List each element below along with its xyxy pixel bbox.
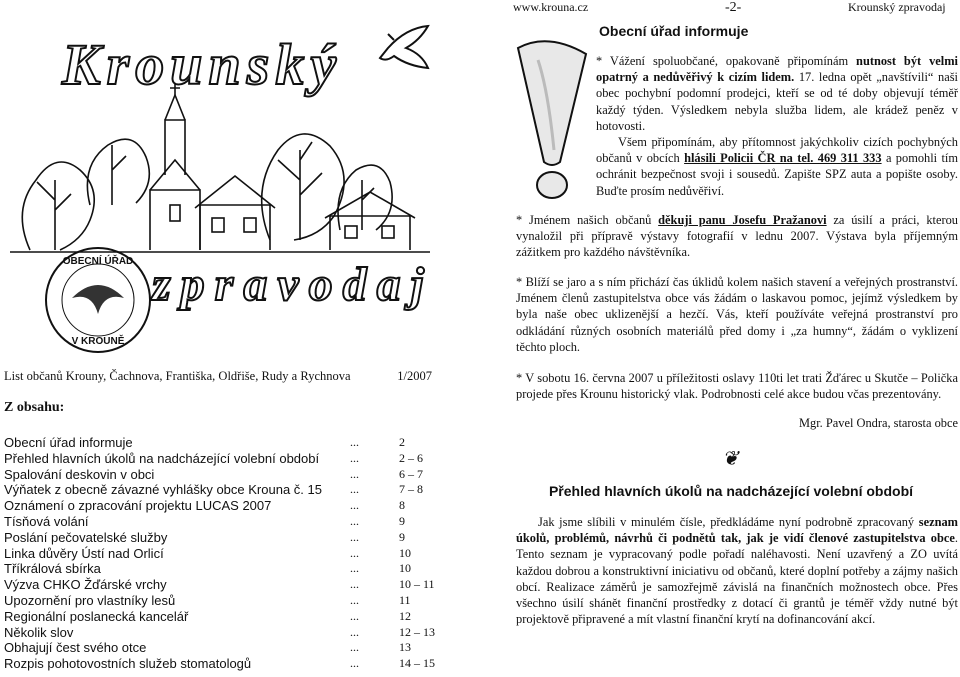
toc-leader-dots: ... [350,482,359,497]
toc-item-title: Přehled hlavních úkolů na nadcházející volební období [4,450,320,466]
toc-item [4,609,464,625]
town-sketch-illustration [10,83,430,252]
toc-item [4,514,464,530]
toc-item [4,546,464,562]
contents-heading: Z obsahu: [4,400,65,415]
notice-police [596,134,958,199]
toc-item-title: Regionální poslanecká kancelář [4,608,189,624]
section-heading-tasks: Přehled hlavních úkolů na nadcházející volební období [548,483,914,499]
tasks-intro [516,514,958,627]
toc-leader-dots: ... [350,592,359,607]
toc-item [4,530,464,546]
toc-item-title: Upozornění pro vlastníky lesů [4,592,176,608]
toc-item [4,561,464,577]
toc-item [4,467,464,483]
toc-item [4,656,464,672]
signature: Mgr. Pavel Ondra, starosta obce [799,416,958,430]
toc-leader-dots: ... [350,450,359,465]
toc-item-pages: 7 – 8 [399,482,423,497]
toc-leader-dots: ... [350,435,359,449]
emphasis-text: děkuji panu Josefu Pražanovi [658,213,827,227]
svg-text:OBECNÍ ÚŘAD: OBECNÍ ÚŘAD [62,256,134,267]
toc-item-pages: 14 – 15 [399,656,435,671]
notice-thanks [516,212,958,261]
municipal-stamp [46,248,150,352]
toc-item-pages: 8 [399,498,405,513]
text-run: 17. ledna opět „navštívili“ naši obec pochybní podomní prodejci, kteří se od té doby objevují téměř každý týden. Výsledkem nebyla služba lidem, ale krádež peněz v hotovosti. [596,70,958,133]
issue-line [4,369,432,384]
toc-item [4,451,464,467]
table-of-contents [4,435,464,672]
svg-text:V KROUNĚ: V KROUNĚ [71,336,125,347]
toc-leader-dots: ... [350,498,359,513]
toc-item [4,498,464,514]
toc-leader-dots: ... [350,466,359,481]
toc-item [4,482,464,498]
text-run: za úsilí a práci, kterou vynaložil při přípravě výstavy fotografií v lednu 2007. Výstava byla příjemným zážitkem pro každého návštěvníka. [516,213,958,260]
toc-leader-dots: ... [350,656,359,671]
dove-icon [380,26,428,68]
toc-item-pages: 9 [399,513,405,528]
toc-item-title: Výňatek z obecně závazné vyhlášky obce Krouna č. 15 [4,482,322,498]
text-run: . Tento seznam je vypracovaný podle pořadí naléhavosti. Není uzavřený a ZO uvítá každou dobrou a konstruktivní iniciativu od občanů, které doplní potřeby a zájmy našich obcí. Realizace záměrů je samozřejmě závislá na finančních možnostech obce. Přes všechno úsilí shánět finanční prostředky z dotací či grantů je téměř vždy nutné být projektově připravené a mít vlastní finanční krytí na dofinancování akcí. [516,531,958,627]
website-url[interactable]: www.krouna.cz [513,0,589,14]
toc-item [4,593,464,609]
police-phone-text: hlásili Policii ČR na tel. 469 311 333 [684,151,882,166]
issue-number: 1/2007 [397,369,432,383]
toc-item-title: Oznámení o zpracování projektu LUCAS 2007 [4,498,272,514]
notice-cleanup: * Blíží se jaro a s ním přichází čas úklidů kolem našich stavení a veřejných prostranství. Jménem členů zastupitelstva obce vás žádám o laskavou pomoc, jejímž výsledkem by byla naše obec uklizenější a hezčí. Vás, kteří používáte veřejná prostranství pro odkládání různých osobních materiálů před domy i „za humny“, žádám o vyklizení těchto ploch. [516,275,958,354]
text-run: * Vážení spoluobčané, opakovaně připomínám [596,54,857,68]
svg-text:zpravodaj: zpravodaj [152,258,434,311]
masthead-artwork [0,0,500,360]
toc-leader-dots: ... [350,624,359,639]
masthead-title-top [61,32,342,97]
toc-item [4,640,464,656]
toc-leader-dots: ... [350,529,359,544]
toc-leader-dots: ... [350,608,359,623]
toc-item-pages: 12 [399,608,411,623]
toc-leader-dots: ... [350,640,359,655]
toc-item-pages: 10 [399,545,411,560]
toc-item-title: Spalování deskovin v obci [4,466,155,482]
notice-strangers [596,53,958,134]
toc-item-pages: 12 – 13 [399,624,435,639]
masthead-title-bottom [150,258,434,311]
text-run: Všem připomínám, aby přítomnost jakýchkoliv cizích pochybných občanů v obcích [596,135,958,166]
toc-item-title: Tísňová volání [4,513,89,529]
toc-leader-dots: ... [350,545,359,560]
emphasis-text: seznam úkolů, problémů, návrhů či podnětů tak, jak je vidí členové zastupitelstva obce [516,515,958,546]
toc-item-title: Poslání pečovatelské služby [4,529,168,545]
toc-item-pages: 6 – 7 [399,466,423,481]
toc-leader-dots: ... [350,561,359,576]
notice-train: * V sobotu 16. června 2007 u příležitosti oslavy 110ti let trati Žďárec u Skutče – Polička projede přes Krounu historický vlak. Podrobnosti celé akce budou včas prezentovány. [516,371,958,402]
toc-leader-dots: ... [350,513,359,528]
issue-description: List občanů Krouny, Čachnova, Františka, Oldřiše, Rudy a Rychnova [4,369,351,383]
toc-item-pages: 13 [399,640,411,655]
page-number: -2- [725,0,742,15]
text-run: a pomohli tím ochránit bezpečnost svoji i sousedů. Zapište SPZ auta a popište osoby. Buďte prosím nedůvěřiví. [596,151,958,198]
svg-text:Krounský: Krounský [62,32,343,97]
toc-item-title: Linka důvěry Ústí nad Orlicí [4,545,164,561]
toc-item-title: Několik slov [4,624,74,640]
section-heading-office: Obecní úřad informuje [599,23,749,39]
exclamation-mark-icon [508,40,594,202]
text-run: Jak jsme slíbili v minulém čísle, předkládáme nyní podrobně zpracovaný [538,515,919,529]
toc-item-title: Tříkrálová sbírka [4,561,101,577]
toc-item-title: Obecní úřad informuje [4,435,133,450]
toc-item-pages: 2 [399,435,405,449]
text-run: * Jménem našich občanů [516,213,659,227]
toc-leader-dots: ... [350,577,359,592]
toc-item-title: Výzva CHKO Žďárské vrchy [4,577,167,593]
toc-item-title: Obhajují čest svého otce [4,640,147,656]
toc-item-pages: 9 [399,529,405,544]
toc-item-pages: 2 – 6 [399,450,423,465]
toc-item-pages: 10 – 11 [399,577,435,592]
toc-item [4,625,464,641]
ornament-icon: ❦ [722,448,739,470]
toc-item-title: Rozpis pohotovostních služeb stomatologů [4,656,252,672]
publication-name: Krounský zpravodaj [848,0,946,14]
toc-item [4,577,464,593]
toc-item-pages: 10 [399,561,411,576]
emphasis-text: nutnost být velmi opatrný a nedůvěřivý k cizím lidem. [596,54,958,85]
toc-item [4,435,464,451]
toc-item-pages: 11 [399,592,411,607]
